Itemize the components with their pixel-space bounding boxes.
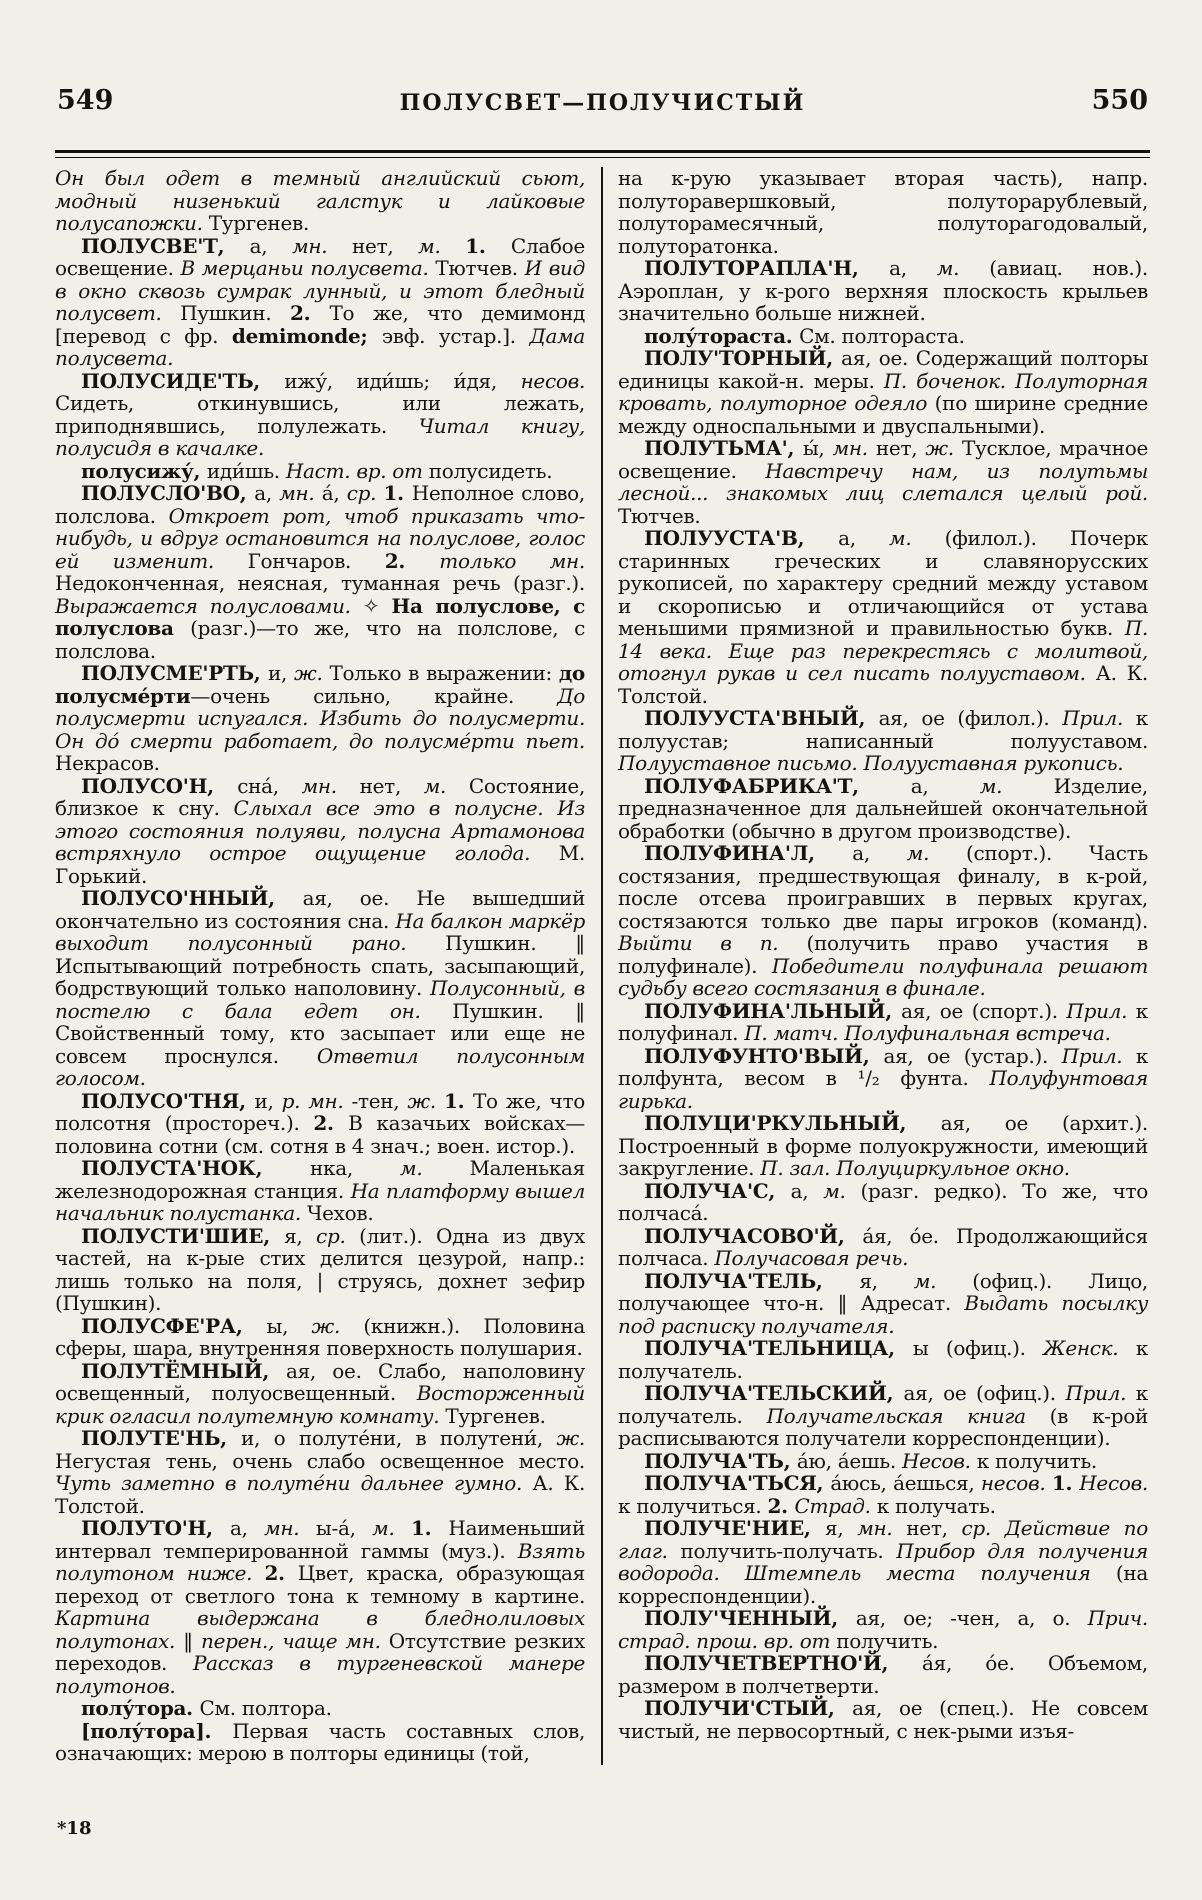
text-run: Восторженный крик огласил полутемную комнату. [55, 1381, 585, 1428]
entry-poluchatelnica [618, 1337, 1148, 1382]
entry-polutoraplan [618, 257, 1148, 325]
text-run: (в к-рой расписываются получатели корреспонденции). [618, 1403, 1148, 1450]
entry-polutora-prefix [55, 1720, 585, 1765]
text-run: Выйти в п. [618, 931, 807, 955]
text-run: Он был одет в темный английский сьют, модный низенький галстук и лайковые полусапожки. [55, 166, 585, 235]
entry-poluchistyj [618, 1697, 1148, 1742]
text-run: Прич. страд. прош. вр. от [618, 1606, 1148, 1653]
entry-poluustavnyj [618, 707, 1148, 775]
text-run: эвф. устар.]. [381, 323, 530, 348]
text-run: ПОЛУСВЕ'Т, [81, 233, 250, 258]
text-run: Гончаров. [247, 548, 385, 573]
entry-poluchatel [618, 1270, 1148, 1338]
text-run: Слыхал все это в полусне. Из этого состояния полуяви, полусна Артамонова встряхнуло острое ощущение голода. [55, 796, 585, 865]
text-run: ижу́, иди́шь; и́дя, [284, 368, 521, 393]
text-run: Только в выражении: [329, 661, 559, 685]
text-run: я, [284, 1223, 317, 1248]
text-run: ая, ое (спец.). Не совсем чистый, не первосортный, с нек-рыми изъя- [618, 1696, 1148, 1743]
text-run: Несов. [1079, 1471, 1148, 1495]
text-run: ПОЛУЧА'ТЕЛЬ, [644, 1268, 860, 1293]
text-run: ж. [294, 661, 330, 685]
entry-poluchenie [618, 1517, 1148, 1607]
text-run: несов. [980, 1471, 1052, 1495]
text-run: перен., чаще мн. [200, 1628, 389, 1653]
text-run: ая, ое; -чен, а, о. [855, 1606, 1088, 1630]
text-run: Дама полусвета. [55, 323, 586, 370]
text-run: П. матч. Полуфинальная встреча. [744, 1021, 1111, 1045]
entry-polufabrikat [618, 775, 1148, 843]
text-run: 2. [289, 301, 330, 325]
text-run: Состояние, близкое к сну. [55, 773, 585, 820]
text-run: На платформу вышел начальник полустанка. [55, 1178, 585, 1225]
text-run: 2. [264, 1561, 298, 1585]
text-run: Несов. [901, 1448, 977, 1473]
text-run: Сидеть, откинувшись, или лежать, приподнявшись, полулежать. [55, 391, 585, 438]
text-run: 1. [411, 1516, 449, 1540]
text-run: Наст. вр. от [285, 458, 429, 483]
text-run: ПОЛУ'ТОРНЫЙ, [644, 346, 842, 370]
text-run: В казачьих войсках—половина сотни (см. сотня в 4 знач.; воен. истор.). [55, 1111, 585, 1158]
text-run: Полуфунтовая гирька. [618, 1066, 1148, 1113]
text-run: ая, ое. Слабо, наполовину освещенный, полуосвещенный. [55, 1358, 585, 1405]
text-run: И вид в окно сквозь сумрак лунный, и этот бледный полусвет. [55, 256, 585, 325]
text-run: См. полтора. [199, 1696, 332, 1720]
text-run: ы-а́, [315, 1516, 373, 1540]
text-run: То же, что полсотня (простореч.). [55, 1088, 585, 1135]
entry-poluchasovoj [618, 1225, 1148, 1270]
text-run: полу́тора. [81, 1696, 200, 1720]
text-run: Тютчев. [435, 256, 525, 280]
text-run: и, о полуте́ни, в полутени́, [240, 1426, 557, 1450]
text-run: получить. [836, 1628, 939, 1653]
text-run: (филол.). Почерк старинных греческих и славянорусских рукописей, по характеру средний между уставом и скорописью и отличающийся от устава меньшими прямизной и правильностью букв. [618, 526, 1148, 640]
text-run: а́я, о́е. Объемом, размером в полчетверти. [618, 1651, 1148, 1698]
text-run: До полусмерти испугался. Избить до полусмерти. Он до́ смерти работает, до полусме́рти пьет. [55, 683, 585, 753]
text-run: ПОЛУЧА'ТЕЛЬНИЦА, [644, 1336, 913, 1360]
text-run: А. К. Толстой. [55, 1471, 585, 1518]
text-run: нет, [352, 233, 419, 258]
entry-polusotnya [55, 1090, 585, 1158]
text-run: сна́, [237, 773, 302, 798]
text-run: Чехов. [306, 1201, 374, 1225]
text-run: П. зал. Полуциркульное окно. [760, 1156, 1070, 1180]
signature-mark: *18 [57, 1818, 92, 1839]
entry-polutornyj [618, 347, 1148, 437]
text-run: полусижу́, [81, 458, 207, 483]
text-run: к получить. [976, 1448, 1097, 1473]
text-run: 1. [443, 1088, 473, 1113]
text-run: ПОЛУЧАСОВО'Й, [644, 1223, 863, 1248]
entry-polufinalnyj [618, 1000, 1148, 1045]
text-run: ПОЛУСИДЕ'ТЬ, [81, 368, 285, 393]
text-run: (на корреспонденции). [618, 1561, 1148, 1608]
text-run: (по ширине средние между односпальными и двуспальными). [618, 391, 1148, 438]
text-run: ПОЛУФАБРИКА'Т, [644, 773, 911, 798]
text-run: (авиац. нов.). Аэроплан, у к-рого верхняя плоскость крыльев значительно больше нижней. [618, 256, 1148, 325]
entry-poluchetvertnoj [618, 1652, 1148, 1697]
text-run: к получатель. [618, 1336, 1149, 1383]
text-run: Наименьший интервал темперированной гаммы (муз.). [55, 1516, 585, 1563]
text-run: на к-рую указывает вторая часть), напр. полуторавершковый, полуторарублевый, полуторамесячный, полуторагодовалый, полуторатонка. [618, 166, 1148, 258]
text-run: к полуустав; написанный полууставом. [618, 706, 1148, 753]
text-run: Тютчев. [618, 503, 701, 528]
text-run: Пушкин. [180, 301, 290, 325]
text-run: ПОЛУСО'ТНЯ, [81, 1088, 255, 1113]
text-run: ПОЛУФИНА'ЛЬНЫЙ, [644, 998, 902, 1023]
entry-polusonnyj [55, 887, 585, 1090]
text-run: ы́, [802, 436, 833, 460]
continuation-paragraph [618, 167, 1148, 257]
text-run: ПОЛУЧЕ'НИЕ, [644, 1516, 825, 1540]
text-run: ая, ое (архит.). Построенный в форме полуокружности, имеющий закругление. [618, 1111, 1148, 1180]
text-run: Пушкин. ‖ Испытывающий потребность спать, засыпающий, бодрствующий только наполовину. [55, 931, 585, 1000]
entry-poluchas [618, 1180, 1148, 1225]
text-run: Прибор для получения водорода. Штемпель места получения [618, 1538, 1148, 1585]
text-run: ы (офиц.). [912, 1336, 1044, 1360]
text-run: иди́шь. [206, 458, 286, 483]
page-number-right: 550 [1091, 85, 1148, 116]
text-run: П. боченок. Полуторная кровать, полуторное одеяло [618, 368, 1148, 415]
text-run: ПОЛУТО'Н, [81, 1516, 230, 1540]
text-run: а́ю, а́ешь. [796, 1448, 902, 1473]
text-run: ПОЛУСЛО'ВО, [81, 481, 255, 505]
text-run: М. Горький. [55, 841, 585, 888]
text-run: р. мн. [281, 1088, 352, 1113]
text-run: ПОЛУЧА'ТЬ, [644, 1448, 797, 1473]
text-run: а́я, о́е. Продолжающийся полчаса. [618, 1223, 1148, 1270]
text-run: мн. [279, 481, 322, 505]
continuation-paragraph [55, 167, 585, 235]
text-run: к получать. [876, 1493, 996, 1518]
text-run: 1. [383, 481, 412, 505]
text-run: ПОЛУЧА'С, [644, 1178, 791, 1203]
text-run: -тен, [351, 1088, 408, 1113]
text-run: м. [372, 1516, 412, 1540]
entry-poluchat [618, 1450, 1148, 1473]
text-run: мн. [292, 233, 353, 258]
text-run: ж. [556, 1426, 585, 1450]
entry-polusvet [55, 235, 585, 370]
text-run: Отсутствие резких переходов. [55, 1628, 585, 1675]
entry-polutyomnyj [55, 1360, 585, 1428]
text-run: Откроет рот, чтоб приказать что-нибудь, и вдруг остановится на полуслове, голос ей изменит. [55, 503, 585, 573]
text-run: Ответил полусонным голосом. [55, 1043, 585, 1090]
text-run: (офиц.). Лицо, получающее что-н. ‖ Адресат. [618, 1268, 1148, 1315]
text-run: ж. [925, 436, 962, 460]
text-run: ПОЛУСФЕ'РА, [81, 1313, 267, 1338]
text-run: а, [254, 481, 280, 505]
text-run: (разг.)—то же, что на полслове, с полслова. [55, 616, 586, 663]
entry-poluton [55, 1517, 585, 1697]
entry-poluten [55, 1427, 585, 1517]
text-run: Некрасов. [55, 751, 160, 775]
text-run: См. полтораста. [799, 323, 965, 348]
text-run: ПОЛУСМЕ'РТЬ, [81, 661, 268, 685]
entry-polutma [618, 437, 1148, 527]
text-run: к полфунта, весом в ¹/₂ фунта. [618, 1043, 1149, 1090]
text-run: Негустая тень, очень слабо освещенное место. [55, 1448, 585, 1473]
text-run: Маленькая железнодорожная станция. [55, 1156, 585, 1203]
text-run: ПОЛУУСТА'В, [644, 526, 839, 550]
text-run: ПОЛУ'ЧЕННЫЙ, [644, 1606, 856, 1630]
text-run: ПОЛУТЁМНЫЙ, [81, 1358, 286, 1383]
text-run: и, [254, 1088, 282, 1113]
text-run: ср. [346, 481, 384, 505]
page-header [55, 86, 1150, 122]
column-divider [601, 167, 603, 1765]
entry-poluslovo [55, 482, 585, 662]
text-run: 2. [313, 1111, 349, 1135]
text-run: мн. [832, 436, 876, 460]
text-run: А. К. Толстой. [618, 661, 1148, 708]
text-run: только мн. [439, 548, 585, 573]
text-run: ая, ое (офиц.). [903, 1381, 1066, 1405]
text-run: Получательская книга [766, 1403, 1050, 1428]
text-run: а, [910, 773, 980, 798]
text-run: я, [825, 1516, 858, 1540]
text-run: Прил. [1061, 1043, 1136, 1068]
text-run: —очень сильно, крайне. [190, 683, 558, 708]
entry-polutorasta [618, 325, 1148, 348]
text-run: м. [823, 1178, 861, 1203]
text-run: м. [913, 1268, 973, 1293]
text-run: ПОЛУТЕ'НЬ, [81, 1426, 241, 1450]
entry-polusmert [55, 662, 585, 775]
text-run: [полу́тора]. [81, 1718, 233, 1743]
text-run: ая, ое (спорт.). [901, 998, 1067, 1023]
text-run: к полуфинал. [618, 998, 1148, 1045]
text-run: Тургенев. [208, 211, 309, 235]
text-run: Тусклое, мрачное освещение. [618, 436, 1148, 483]
text-run: несов. [520, 368, 586, 393]
header-rule [55, 150, 1150, 158]
text-run: м. [936, 256, 990, 280]
entry-polustishie [55, 1225, 585, 1315]
text-run: мн. [857, 1516, 907, 1540]
text-run: ПОЛУУСТА'ВНЫЙ, [644, 706, 879, 730]
text-run: ПОЛУСТИ'ШИЕ, [81, 1223, 285, 1248]
text-run: нка, [310, 1156, 401, 1180]
text-run: полусидеть. [428, 458, 553, 483]
text-run: Женск. [1043, 1336, 1136, 1360]
text-run: ПОЛУЦИ'РКУЛЬНЫЙ, [644, 1111, 941, 1135]
text-run: Выдать посылку под расписку получателя. [618, 1291, 1148, 1338]
text-run: Страд. [794, 1493, 877, 1518]
text-run: Изделие, предназначенное для дальнейшей окончательной обработки (обычно в другом производстве). [618, 773, 1148, 843]
text-run: и, [268, 661, 295, 685]
text-run: Первая часть составных слов, означающих: мерою в полторы единицы (той, [55, 1718, 586, 1765]
entry-polucirkulnyj [618, 1112, 1148, 1180]
text-run: (лит.). Одна из двух частей, на к-рые стих делится цезурой, напр.: лишь только на поля, | струясь, дохнет зефир (Пушкин). [55, 1223, 585, 1315]
text-run: (получить право участия в полуфинале). [618, 931, 1148, 978]
text-run: полу́тораста. [644, 323, 800, 348]
text-run: Картина выдержана в бледнолиловых полутонах. [55, 1606, 585, 1653]
text-run: получить-получать. [680, 1538, 897, 1563]
text-run: к получатель. [618, 1381, 1148, 1428]
text-run: 1. [1051, 1471, 1080, 1495]
text-run: а́, [321, 481, 347, 505]
text-run: мн. [264, 1516, 316, 1540]
entry-poluustav [618, 527, 1148, 707]
text-run: Получасовая речь. [714, 1246, 909, 1270]
running-head: ПОЛУСВЕТ—ПОЛУЧИСТЫЙ [399, 90, 806, 116]
text-run: П. 14 века. Еще раз перекрестясь с молитвой, отогнул рукав и сел писать полууставом. [618, 616, 1148, 685]
page-number-left: 549 [57, 85, 114, 116]
text-run: а́юсь, а́ешься, [830, 1471, 981, 1495]
text-run: а, [790, 1178, 824, 1203]
text-run: нет, [906, 1516, 962, 1540]
text-run: Прил. [1065, 1381, 1136, 1405]
text-run: ПОЛУСТА'НОК, [81, 1156, 311, 1180]
text-run: Чуть заметно в полуте́ни дальнее гумно. [55, 1471, 533, 1495]
entry-polutora [55, 1697, 585, 1720]
text-run: а, [889, 256, 937, 280]
text-run: Прил. [1062, 706, 1136, 730]
text-run: ПОЛУФИНА'Л, [644, 841, 853, 865]
text-run: На балкон маркёр выходит полусонный рано. [55, 908, 585, 955]
text-run: ПОЛУТЬМА', [644, 436, 803, 460]
entry-poluchatelskij [618, 1382, 1148, 1450]
text-run: ср. [316, 1223, 360, 1248]
text-run: (спорт.). Часть состязания, предшествующая финалу, в к-рой, после отсева проигравших в первых кругах, состязаются только две пары игроков (команд). [618, 841, 1148, 933]
entry-poluson [55, 775, 585, 888]
text-run: м. [889, 526, 945, 550]
text-run: ПОЛУФУНТО'ВЫЙ, [644, 1043, 884, 1068]
text-run: м. [423, 773, 469, 798]
right-column [618, 167, 1148, 1765]
text-run: Выражается полусловами. [55, 593, 363, 618]
text-run: То же, что демимонд [перевод с фр. [55, 301, 585, 348]
text-run: 2. [384, 548, 440, 573]
text-run: 2. [767, 1493, 795, 1518]
text-run: Читал книгу, полусидя в качалке. [55, 413, 585, 460]
entry-polustanok [55, 1157, 585, 1225]
text-run: Пушкин. ‖ Свойственный тому, кто засыпает или еще не совсем проснулся. [55, 998, 585, 1068]
text-run: а, [852, 841, 907, 865]
entry-polusidet [55, 370, 585, 460]
text-run: Прил. [1066, 998, 1136, 1023]
text-run: (книжн.). Половина сферы, шара, внутренняя поверхность полушария. [55, 1313, 585, 1360]
text-columns [55, 167, 1148, 1765]
text-run: Тургенев. [445, 1403, 546, 1428]
text-run: ая, ое. Не вышедший окончательно из состояния сна. [55, 886, 585, 933]
text-run: (разг. редко). То же, что полчаса́. [618, 1178, 1148, 1225]
text-run: Недоконченная, неясная, туманная речь (разг.). [55, 571, 585, 595]
text-run: ср. Действие по глаг. [618, 1516, 1149, 1563]
text-run: а, [229, 1516, 265, 1540]
text-run: ‖ [183, 1628, 201, 1653]
entry-polufinal [618, 842, 1148, 1000]
text-run: я, [859, 1268, 914, 1293]
text-run: ая, ое. Содержащий полторы единицы какой-н. меры. [618, 346, 1149, 393]
text-run: Полууставное письмо. Полууставная рукопись. [618, 751, 1124, 775]
text-run: Победители полуфинала решают судьбу всего состязания в финале. [618, 953, 1148, 1000]
text-run: ПОЛУЧА'ТЬСЯ, [644, 1471, 831, 1495]
text-run: ж. [311, 1313, 364, 1338]
left-column [55, 167, 585, 1765]
text-run: ПОЛУСО'Н, [81, 773, 238, 798]
text-run: Цвет, краска, образующая переход от светлого тона к темному в картине. [55, 1561, 585, 1608]
text-run: Навстречу нам, из полутьмы лесной... знакомых лиц слетался целый рой. [618, 458, 1148, 505]
text-run: ая, ое (филол.). [878, 706, 1063, 730]
text-run: ПОЛУЧЕТВЕРТНО'Й, [644, 1651, 923, 1675]
text-run: ж. [407, 1088, 444, 1113]
entry-polusfera [55, 1315, 585, 1360]
entry-poluchatsya [618, 1472, 1148, 1517]
text-run: м. [979, 773, 1054, 798]
text-run: ПОЛУЧИ'СТЫЙ, [644, 1696, 853, 1720]
text-run: ы, [266, 1313, 312, 1338]
text-run: На полуслове, с полуслова [55, 593, 586, 640]
text-run: Рассказ в тургеневской манере полутонов. [55, 1651, 586, 1698]
text-run: ая, ое (устар.). [883, 1043, 1062, 1068]
text-run: demimonde; [231, 323, 382, 348]
text-run: а, [249, 233, 293, 258]
text-run: а, [838, 526, 890, 550]
text-run: 1. [465, 233, 511, 258]
text-run: нет, [875, 436, 926, 460]
text-run: В мерцаньи полусвета. [180, 256, 436, 280]
text-run: мн. [301, 773, 360, 798]
text-run: ✧ [362, 593, 392, 618]
entry-poluchennyj [618, 1607, 1148, 1652]
entry-polufuntovyj [618, 1045, 1148, 1113]
text-run: Взять полутоном ниже. [55, 1538, 585, 1585]
text-run: ПОЛУТОРАПЛА'Н, [644, 256, 890, 280]
text-run: до полусме́рти [55, 661, 585, 708]
text-run: ПОЛУЧА'ТЕЛЬСКИЙ, [644, 1381, 904, 1405]
text-run: м. [400, 1156, 470, 1180]
text-run: ПОЛУСО'ННЫЙ, [81, 886, 303, 910]
entry-polusizhu [55, 460, 585, 483]
text-run: нет, [359, 773, 424, 798]
text-run: Слабое освещение. [55, 233, 585, 280]
text-run: Полусонный, в постелю с бала едет он. [55, 976, 585, 1023]
text-run: к получиться. [618, 1493, 768, 1518]
text-run: Неполное слово, полслова. [55, 481, 585, 528]
text-run: м. [418, 233, 466, 258]
text-run: м. [906, 841, 967, 865]
